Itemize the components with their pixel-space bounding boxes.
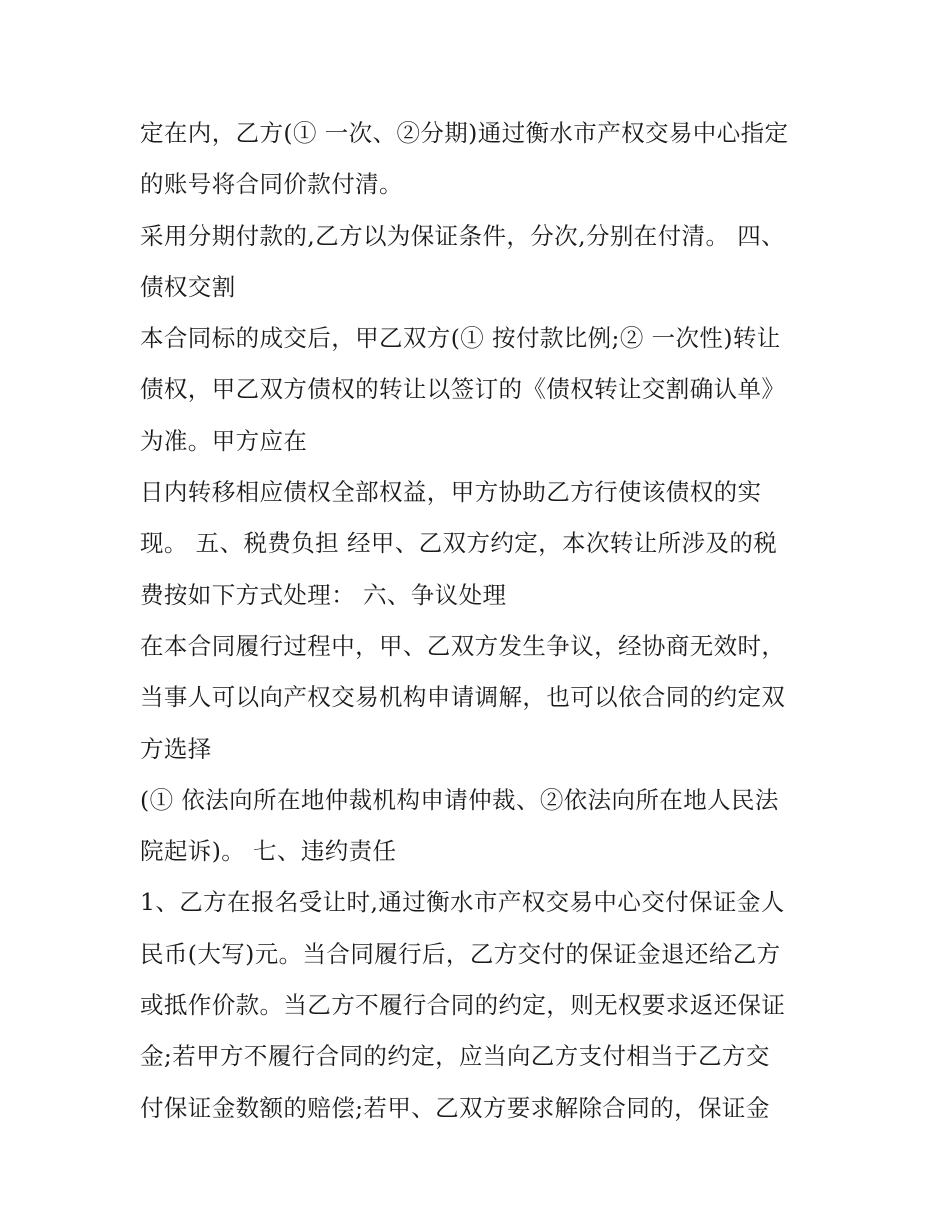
text-line: 或抵作价款。当乙方不履行合同的约定，则无权要求返还保证 <box>140 991 786 1020</box>
text-line: 本合同标的成交后，甲乙双方(① 按付款比例;② 一次性)转让 <box>140 324 781 353</box>
text-line: 金;若甲方不履行合同的约定，应当向乙方支付相当于乙方交 <box>140 1042 770 1071</box>
text-line: 民币(大写)元。当合同履行后，乙方交付的保证金退还给乙方 <box>140 939 781 968</box>
text-line: 方选择 <box>140 734 212 763</box>
text-line: 在本合同履行过程中，甲、乙双方发生争议，经协商无效时， <box>140 631 786 660</box>
text-line: 为准。甲方应在 <box>140 426 308 455</box>
text-line: 1、乙方在报名受让时,通过衡水市产权交易中心交付保证金人 <box>140 888 785 917</box>
text-line: 采用分期付款的,乙方以为保证条件，分次,分别在付清。 四、 <box>140 221 786 250</box>
text-line: 定在内，乙方(① 一次、②分期)通过衡水市产权交易中心指定 <box>140 119 789 147</box>
contract-text-body <box>140 108 820 1134</box>
text-line: 现。 五、税费负担 经甲、乙双方约定，本次转让所涉及的税 <box>140 529 778 558</box>
text-line: 债权交割 <box>140 272 236 301</box>
text-line: (① 依法向所在地仲裁机构申请仲裁、②依法向所在地人民法 <box>140 785 779 814</box>
text-line: 付保证金数额的赔偿;若甲、乙双方要求解除合同的，保证金 <box>140 1093 770 1122</box>
text-line: 当事人可以向产权交易机构申请调解，也可以依合同的约定双 <box>140 683 786 712</box>
text-line: 院起诉)。 七、违约责任 <box>140 837 397 866</box>
text-line: 费按如下方式处理： 六、争议处理 <box>140 580 507 609</box>
text-line: 债权，甲乙双方债权的转让以签订的《债权转让交割确认单》 <box>140 375 786 404</box>
text-line: 的账号将合同价款付清。 <box>140 170 403 199</box>
text-line: 日内转移相应债权全部权益，甲方协助乙方行使该债权的实 <box>140 478 762 507</box>
